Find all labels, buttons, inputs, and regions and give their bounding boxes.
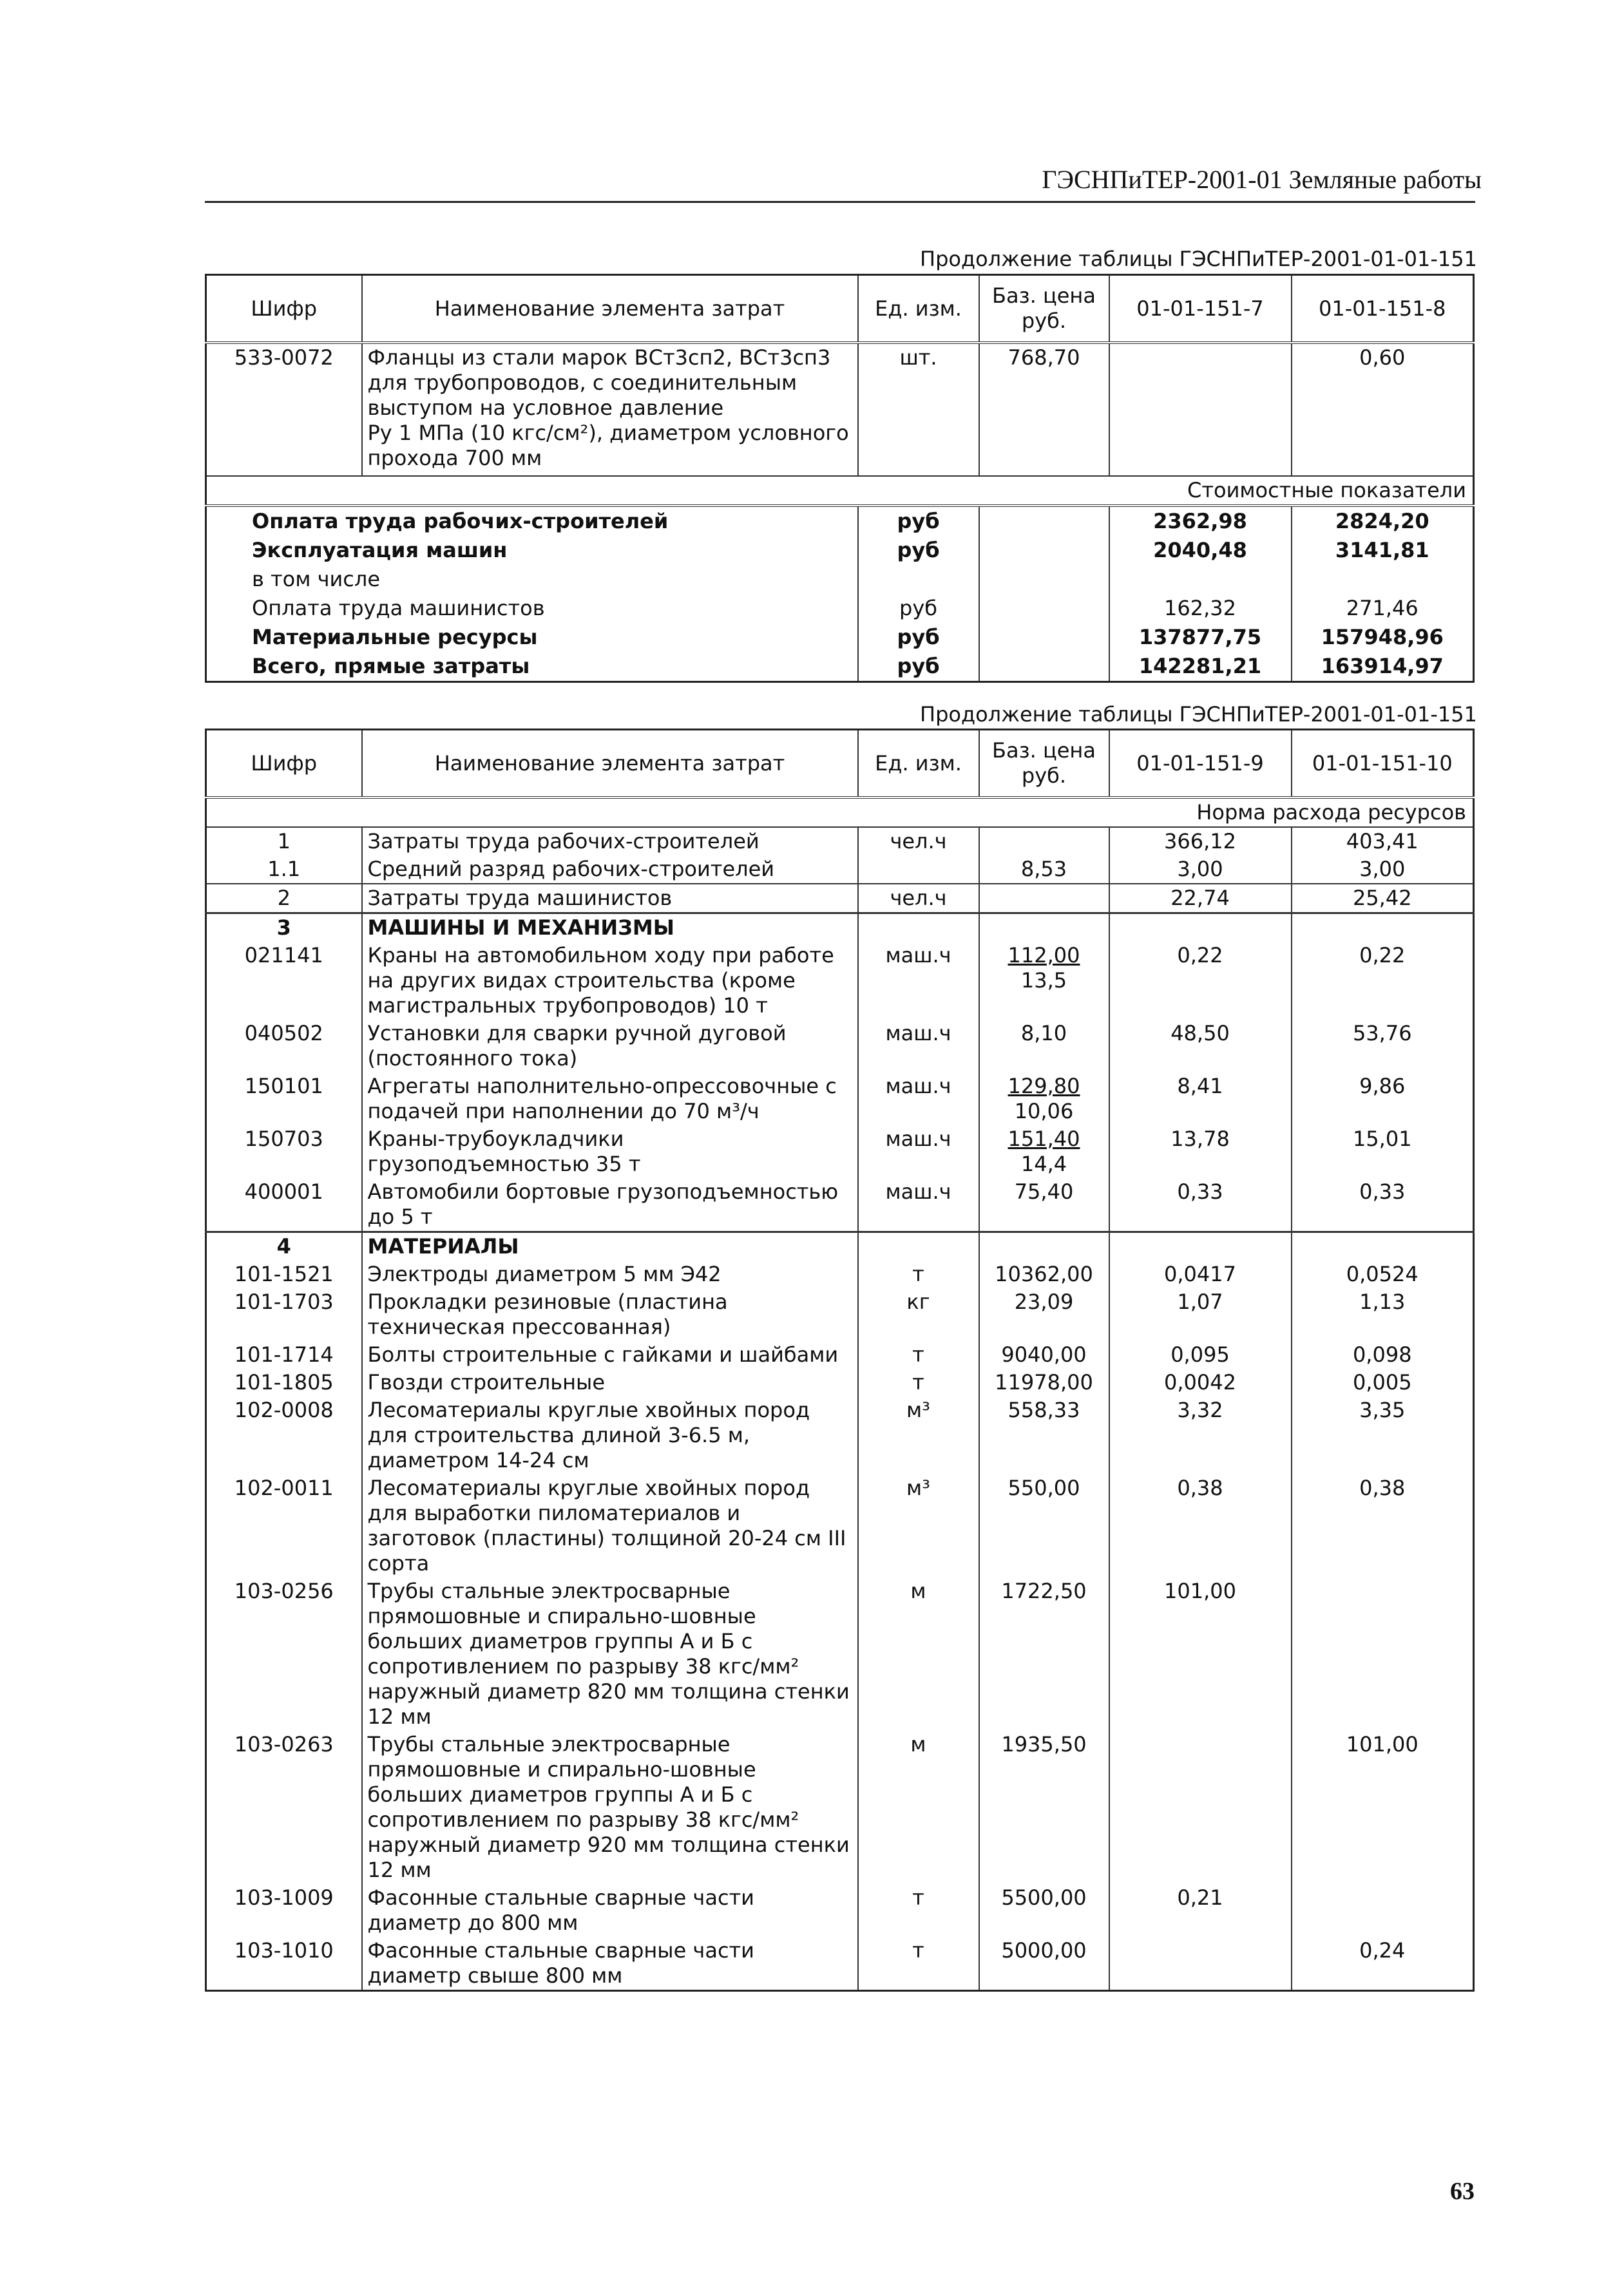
row-unit: маш.ч [858,1072,979,1125]
row-name: Агрегаты наполнительно-опрессовочные с подачей при наполнении до 70 м³/ч [362,1072,858,1125]
row-v2 [1292,1884,1474,1937]
cost-name: Материальные ресурсы [252,625,538,649]
row-name: Краны-трубоукладчики грузоподъемностью 35 т [362,1125,858,1178]
price-base: 129,80 [1008,1074,1080,1098]
row-unit: маш.ч [858,1020,979,1072]
page-number: 63 [1450,2178,1475,2205]
cost-price [979,652,1109,682]
row-unit: м³ [858,1474,979,1577]
col-header-name: Наименование элемента затрат [362,730,858,798]
table-row [206,1937,1474,1991]
row-v1: 0,095 [1109,1341,1292,1369]
table-row [206,1396,1474,1474]
cost-v2: 2824,20 [1292,506,1474,536]
row-v2: 3,35 [1292,1396,1474,1474]
row-name: Затраты труда машинистов [362,884,858,913]
table-row [206,913,1474,942]
row-name: Гвозди строительные [362,1369,858,1396]
row-price: 5000,00 [979,1937,1109,1991]
row-unit: маш.ч [858,1178,979,1232]
row-price: 23,09 [979,1288,1109,1341]
row-code: 400001 [244,1179,323,1204]
col-header-v1: 01-01-151-7 [1109,275,1292,343]
col-header-unit: Ед. изм. [858,730,979,798]
row-v1: 22,74 [1109,884,1292,913]
row-price: 9040,00 [979,1341,1109,1369]
row-v2: 25,42 [1292,884,1474,913]
row-price: 558,33 [979,1396,1109,1474]
table2-caption: Продолжение таблицы ГЭСНПиТЕР-2001-01-01-151 [920,702,1477,727]
row-name: Трубы стальные электросварные прямошовные и спирально-шовные больших диаметров группы А и Б с сопротивлением по разрыву 38 кгс/мм² наружный диаметр 920 мм толщина стенки 12 мм [362,1731,858,1884]
row-unit: чел.ч [858,827,979,855]
row-unit [858,1232,979,1261]
price-alt: 14,4 [1020,1152,1067,1176]
norm-header: Норма расхода ресурсов [1196,800,1466,824]
row-v1 [1109,343,1292,476]
cost-unit: руб [858,652,979,682]
row-name: МАШИНЫ И МЕХАНИЗМЫ [362,913,858,942]
price-split [1008,943,1080,993]
row-price: 11978,00 [979,1369,1109,1396]
row-v1: 0,0417 [1109,1261,1292,1288]
row-price: 8,10 [979,1020,1109,1072]
row-unit: т [858,1369,979,1396]
row-v1: 0,0042 [1109,1369,1292,1396]
row-v1: 3,32 [1109,1396,1292,1474]
cost-row [206,536,1474,565]
cost-v1: 137877,75 [1109,623,1292,652]
cost-v1: 162,32 [1109,594,1292,623]
cost-price [979,623,1109,652]
price-split [1008,1127,1080,1177]
cost-row [206,565,1474,594]
cost-v2: 163914,97 [1292,652,1474,682]
row-v1: 0,33 [1109,1178,1292,1232]
table1-header-row [206,275,1474,343]
row-v1 [1109,1731,1292,1884]
row-code: 150703 [244,1127,323,1151]
table-row [206,1731,1474,1884]
row-v1: 0,22 [1109,942,1292,1020]
row-code: 103-0256 [234,1579,334,1603]
row-v1: 0,21 [1109,1884,1292,1937]
row-v2: 0,098 [1292,1341,1474,1369]
table-row [206,1288,1474,1341]
price-base: 112,00 [1008,943,1080,967]
table-row [206,1232,1474,1261]
row-unit: м³ [858,1396,979,1474]
table1 [205,274,1475,683]
row-name: Трубы стальные электросварные прямошовные и спирально-шовные больших диаметров группы А и Б с сопротивлением по разрыву 38 кгс/мм² наружный диаметр 820 мм толщина стенки 12 мм [362,1577,858,1731]
cost-v1 [1109,565,1292,594]
row-name: Фасонные стальные сварные части диаметр свыше 800 мм [362,1937,858,1991]
cost-name: Эксплуатация машин [252,538,508,562]
row-unit: м [858,1731,979,1884]
cost-name: Оплата труда рабочих-строителей [252,509,669,533]
row-unit: маш.ч [858,942,979,1020]
col-header-price: Баз. цена руб. [979,275,1109,343]
row-v2: 101,00 [1292,1731,1474,1884]
row-name: Затраты труда рабочих-строителей [362,827,858,855]
row-name: Болты строительные с гайками и шайбами [362,1341,858,1369]
row-name: Фасонные стальные сварные части диаметр до 800 мм [362,1884,858,1937]
row-price [979,827,1109,855]
cost-rows [206,506,1474,682]
cost-unit [858,565,979,594]
cost-header: Стоимостные показатели [206,476,1474,506]
table-row [206,1577,1474,1731]
cost-row [206,594,1474,623]
row-name-line: для трубопроводов, с соединительным [367,370,798,395]
cost-price [979,594,1109,623]
price-alt: 10,06 [1014,1099,1074,1123]
row-v1: 366,12 [1109,827,1292,855]
cost-price [979,536,1109,565]
row-code: 1 [206,827,362,855]
row-unit: м [858,1577,979,1731]
row-code: 101-1521 [234,1262,334,1286]
table-row [206,942,1474,1020]
table1-row [206,343,1474,476]
cost-v2 [1292,565,1474,594]
row-price [979,913,1109,942]
row-name: Лесоматериалы круглые хвойных пород для выработки пиломатериалов и заготовок (пластины) толщиной 20-24 см III сорта [362,1474,858,1577]
row-unit: т [858,1884,979,1937]
col-header-code: Шифр [206,275,362,343]
cost-header-row [206,476,1474,506]
row-code: 533-0072 [206,343,362,476]
row-price [979,1072,1109,1125]
row-unit: маш.ч [858,1125,979,1178]
col-header-price: Баз. цена руб. [979,730,1109,798]
cost-unit: руб [858,623,979,652]
norm-header-row [206,797,1474,827]
table-row [206,1125,1474,1178]
row-unit: т [858,1261,979,1288]
row-code: 1.1 [267,857,301,881]
cost-name: Всего, прямые затраты [252,654,530,678]
table-row [206,1884,1474,1937]
row-price: 550,00 [979,1474,1109,1577]
table-row [206,1072,1474,1125]
cost-v1: 2362,98 [1109,506,1292,536]
document-header: ГЭСНПиТЕР-2001-01 Земляные работы [1042,165,1482,194]
table-row [206,1369,1474,1396]
row-name-line: Ру 1 МПа (10 кгс/см²), диаметром условного [367,421,849,445]
table-row [206,1341,1474,1369]
row-v2: 0,22 [1292,942,1474,1020]
row-code: 4 [206,1232,362,1261]
row-v2: 0,24 [1292,1937,1474,1991]
row-name: Средний разряд рабочих-строителей [362,855,858,884]
row-code: 3 [206,913,362,942]
table-row [206,1020,1474,1072]
cost-name: Оплата труда машинистов [252,596,545,620]
row-v1: 3,00 [1109,855,1292,884]
row-v1: 48,50 [1109,1020,1292,1072]
row-price [979,942,1109,1020]
row-price [979,1232,1109,1261]
row-v2: 9,86 [1292,1072,1474,1125]
row-v2: 403,41 [1292,827,1474,855]
row-unit: чел.ч [858,884,979,913]
cost-unit: руб [858,506,979,536]
row-code: 101-1805 [234,1370,334,1395]
row-code: 103-0263 [234,1732,334,1757]
row-v2: 0,005 [1292,1369,1474,1396]
row-code: 103-1009 [234,1885,334,1910]
header-rule [205,201,1475,203]
row-price: 768,70 [979,343,1109,476]
row-name: Автомобили бортовые грузоподъемностью до 5 т [362,1178,858,1232]
row-v1: 1,07 [1109,1288,1292,1341]
table-row [206,1474,1474,1577]
cost-price [979,506,1109,536]
row-v1 [1109,1937,1292,1991]
row-name: Установки для сварки ручной дуговой (постоянного тока) [362,1020,858,1072]
row-code: 040502 [244,1021,323,1045]
row-name-line: выступом на условное давление [367,395,724,420]
cost-price [979,565,1109,594]
row-name: Прокладки резиновые (пластина техническая прессованная) [362,1288,858,1341]
cost-row [206,506,1474,536]
row-price: 75,40 [979,1178,1109,1232]
row-code: 103-1010 [234,1938,334,1963]
row-price [979,884,1109,913]
row-price: 1935,50 [979,1731,1109,1884]
cost-v2: 157948,96 [1292,623,1474,652]
table-row [206,1178,1474,1232]
cost-v1: 142281,21 [1109,652,1292,682]
cost-row [206,623,1474,652]
row-v2: 0,33 [1292,1178,1474,1232]
row-code: 021141 [244,943,323,967]
table-row [206,1261,1474,1288]
row-unit: кг [858,1288,979,1341]
row-price: 5500,00 [979,1884,1109,1937]
row-v2 [1292,1577,1474,1731]
cost-name: в том числе [252,567,380,591]
row-v2: 3,00 [1292,855,1474,884]
row-name [362,343,858,476]
row-unit: шт. [858,343,979,476]
row-name: Краны на автомобильном ходу при работе на других видах строительства (кроме магистральных трубопроводов) 10 т [362,942,858,1020]
row-v1 [1109,1232,1292,1261]
row-code: 101-1703 [234,1290,334,1314]
row-v1 [1109,913,1292,942]
row-name: Электроды диаметром 5 мм Э42 [362,1261,858,1288]
row-v1: 8,41 [1109,1072,1292,1125]
row-name: Лесоматериалы круглые хвойных пород для строительства длиной 3-6.5 м, диаметром 14-24 см [362,1396,858,1474]
row-unit: т [858,1341,979,1369]
col-header-unit: Ед. изм. [858,275,979,343]
row-code: 102-0008 [234,1398,334,1422]
row-price: 1722,50 [979,1577,1109,1731]
price-base: 151,40 [1008,1127,1080,1151]
norm-rows [206,827,1474,1991]
row-name-line: Фланцы из стали марок ВСт3сп2, ВСт3сп3 [367,345,831,370]
cost-unit: руб [858,536,979,565]
table2-header-row [206,730,1474,798]
row-v2: 1,13 [1292,1288,1474,1341]
cost-unit: руб [858,594,979,623]
row-v1: 13,78 [1109,1125,1292,1178]
row-price: 8,53 [979,855,1109,884]
row-code: 150101 [244,1074,323,1098]
row-price [979,1125,1109,1178]
row-v1: 0,38 [1109,1474,1292,1577]
price-split [1008,1074,1080,1124]
cost-v2: 271,46 [1292,594,1474,623]
row-unit: т [858,1937,979,1991]
col-header-v2: 01-01-151-10 [1292,730,1474,798]
col-header-code: Шифр [206,730,362,798]
row-v2: 53,76 [1292,1020,1474,1072]
row-name-line: прохода 700 мм [367,446,542,470]
row-v1: 101,00 [1109,1577,1292,1731]
row-v2 [1292,913,1474,942]
table-row [206,827,1474,855]
table2 [205,729,1475,1992]
row-code: 102-0011 [234,1476,334,1500]
row-code: 101-1714 [234,1342,334,1367]
col-header-v1: 01-01-151-9 [1109,730,1292,798]
row-v2: 0,38 [1292,1474,1474,1577]
row-v2: 15,01 [1292,1125,1474,1178]
row-unit [858,913,979,942]
row-unit [858,855,979,884]
row-code: 2 [206,884,362,913]
cost-v2: 3141,81 [1292,536,1474,565]
row-v2: 0,0524 [1292,1261,1474,1288]
cost-row [206,652,1474,682]
table-row [206,855,1474,884]
table-row [206,884,1474,913]
table1-caption: Продолжение таблицы ГЭСНПиТЕР-2001-01-01-151 [920,247,1477,271]
row-price: 10362,00 [979,1261,1109,1288]
col-header-name: Наименование элемента затрат [362,275,858,343]
row-name: МАТЕРИАЛЫ [362,1232,858,1261]
price-alt: 13,5 [1020,968,1067,993]
cost-v1: 2040,48 [1109,536,1292,565]
col-header-v2: 01-01-151-8 [1292,275,1474,343]
row-v2 [1292,1232,1474,1261]
row-v2: 0,60 [1292,343,1474,476]
